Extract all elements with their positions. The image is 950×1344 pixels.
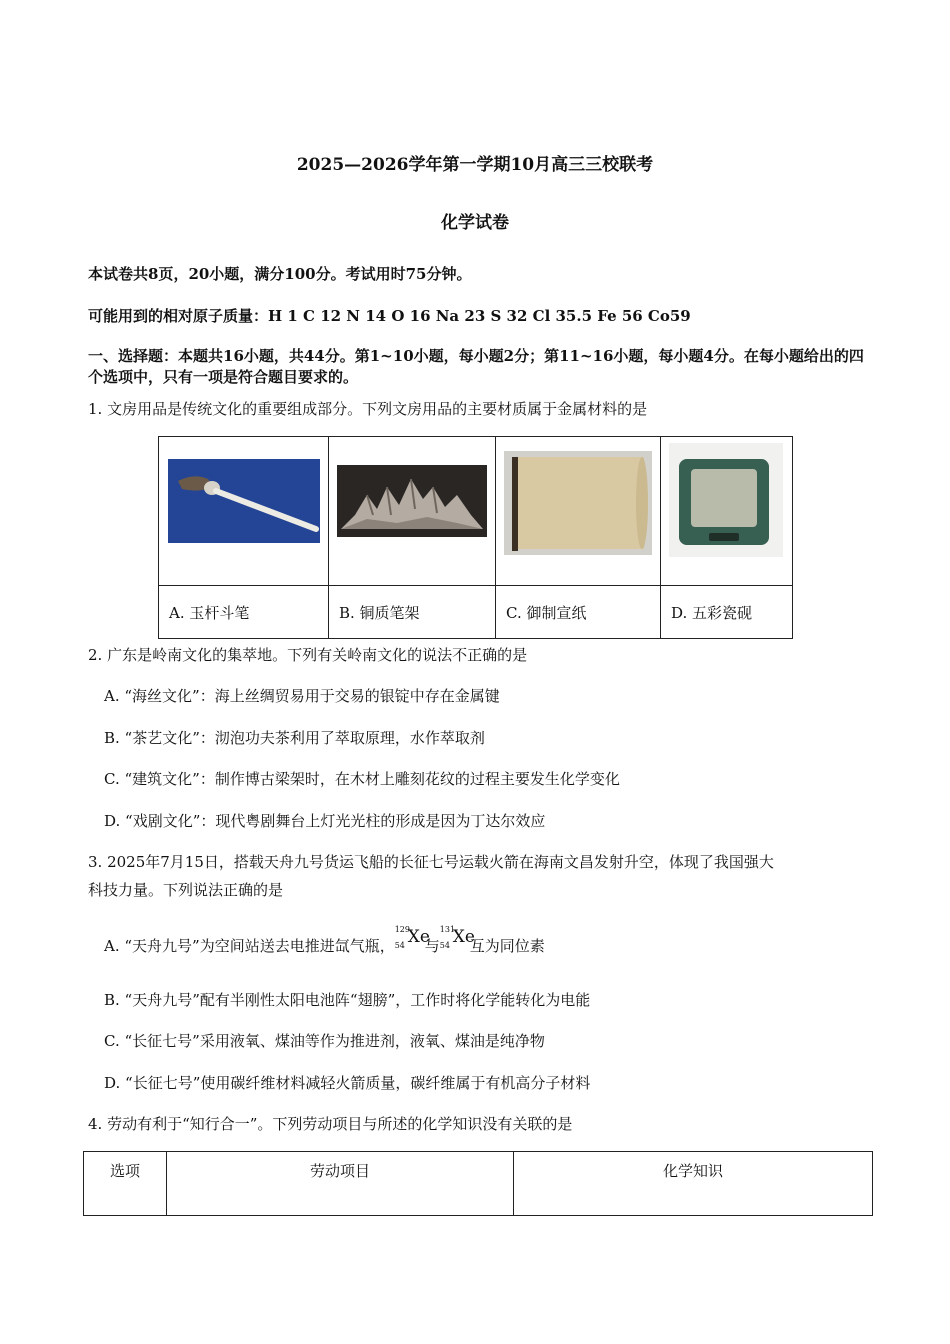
q2-option-a: A. “海丝文化”：海上丝绸贸易用于交易的银锭中存在金属键 <box>104 687 500 705</box>
q3-option-a-suffix: 互为同位素 <box>469 937 545 955</box>
q4-header-labor: 劳动项目 <box>167 1152 514 1216</box>
q3-option-b: B. “天舟九号”配有半刚性太阳电池阵“翅膀”，工作时将化学能转化为电能 <box>104 991 591 1009</box>
q3-stem-line1: 3. 2025年7月15日，搭载天舟九号货运飞船的长征七号运载火箭在海南文昌发射升空，体现了我国强大 <box>88 853 774 871</box>
q1-options-table <box>158 436 793 639</box>
section-heading: 一、选择题：本题共16小题，共44分。第1~10小题，每小题2分；第11~16小题，每小题4分。在每小题给出的四个选项中，只有一项是符合题目要求的。 <box>88 347 864 386</box>
q1-option-d: D. 五彩瓷砚 <box>661 586 793 639</box>
atomic-masses: 可能用到的相对原子质量：H 1 C 12 N 14 O 16 Na 23 S 32 Cl 35.5 Fe 56 Co59 <box>88 307 691 325</box>
q2-stem: 2. 广东是岭南文化的集萃地。下列有关岭南文化的说法不正确的是 <box>88 646 528 664</box>
q2-option-d: D. “戏剧文化”：现代粤剧舞台上灯光光柱的形成是因为丁达尔效应 <box>104 812 546 830</box>
q2-option-c: C. “建筑文化”：制作博古梁架时，在木材上雕刻花纹的过程主要发生化学变化 <box>104 770 620 788</box>
q4-header-chemistry: 化学知识 <box>514 1152 873 1216</box>
q4-table <box>83 1151 873 1216</box>
brush-rest-image <box>337 465 487 537</box>
xenon-131-isotope: 131 54 Xe <box>439 925 475 950</box>
q1-option-c: C. 御制宣纸 <box>496 586 661 639</box>
q1-option-a: A. 玉杆斗笔 <box>159 586 329 639</box>
inkstone-image <box>669 443 783 557</box>
q2-option-b: B. “茶艺文化”：沏泡功夫茶利用了萃取原理，水作萃取剂 <box>104 729 485 747</box>
q1-image-cell-a <box>159 437 329 586</box>
q3-option-a <box>104 925 545 956</box>
q1-stem: 1. 文房用品是传统文化的重要组成部分。下列文房用品的主要材质属于金属材料的是 <box>88 400 648 418</box>
q3-option-a-mid: 与 <box>424 937 440 955</box>
xenon-129-isotope: 129 54 Xe <box>394 925 430 950</box>
q3-option-d: D. “长征七号”使用碳纤维材料减轻火箭质量，碳纤维属于有机高分子材料 <box>104 1074 591 1092</box>
q3-option-a-prefix: A. “天舟九号”为空间站送去电推进氙气瓶， <box>104 937 395 955</box>
subject-title: 化学试卷 <box>441 213 509 233</box>
q1-image-cell-d <box>661 437 793 586</box>
q4-header-option: 选项 <box>84 1152 167 1216</box>
exam-title: 2025—2026学年第一学期10月高三三校联考 <box>296 155 654 175</box>
exam-info: 本试卷共8页，20小题，满分100分。考试用时75分钟。 <box>88 265 472 283</box>
q3-stem-line2: 科技力量。下列说法正确的是 <box>88 881 284 899</box>
q3-option-c: C. “长征七号”采用液氧、煤油等作为推进剂，液氧、煤油是纯净物 <box>104 1032 545 1050</box>
q4-stem: 4. 劳动有利于“知行合一”。下列劳动项目与所述的化学知识没有关联的是 <box>88 1115 573 1133</box>
brush-image <box>168 459 320 543</box>
q1-image-cell-c <box>496 437 661 586</box>
paper-scroll-image <box>504 451 652 555</box>
q1-option-b: B. 铜质笔架 <box>329 586 496 639</box>
q1-image-cell-b <box>329 437 496 586</box>
